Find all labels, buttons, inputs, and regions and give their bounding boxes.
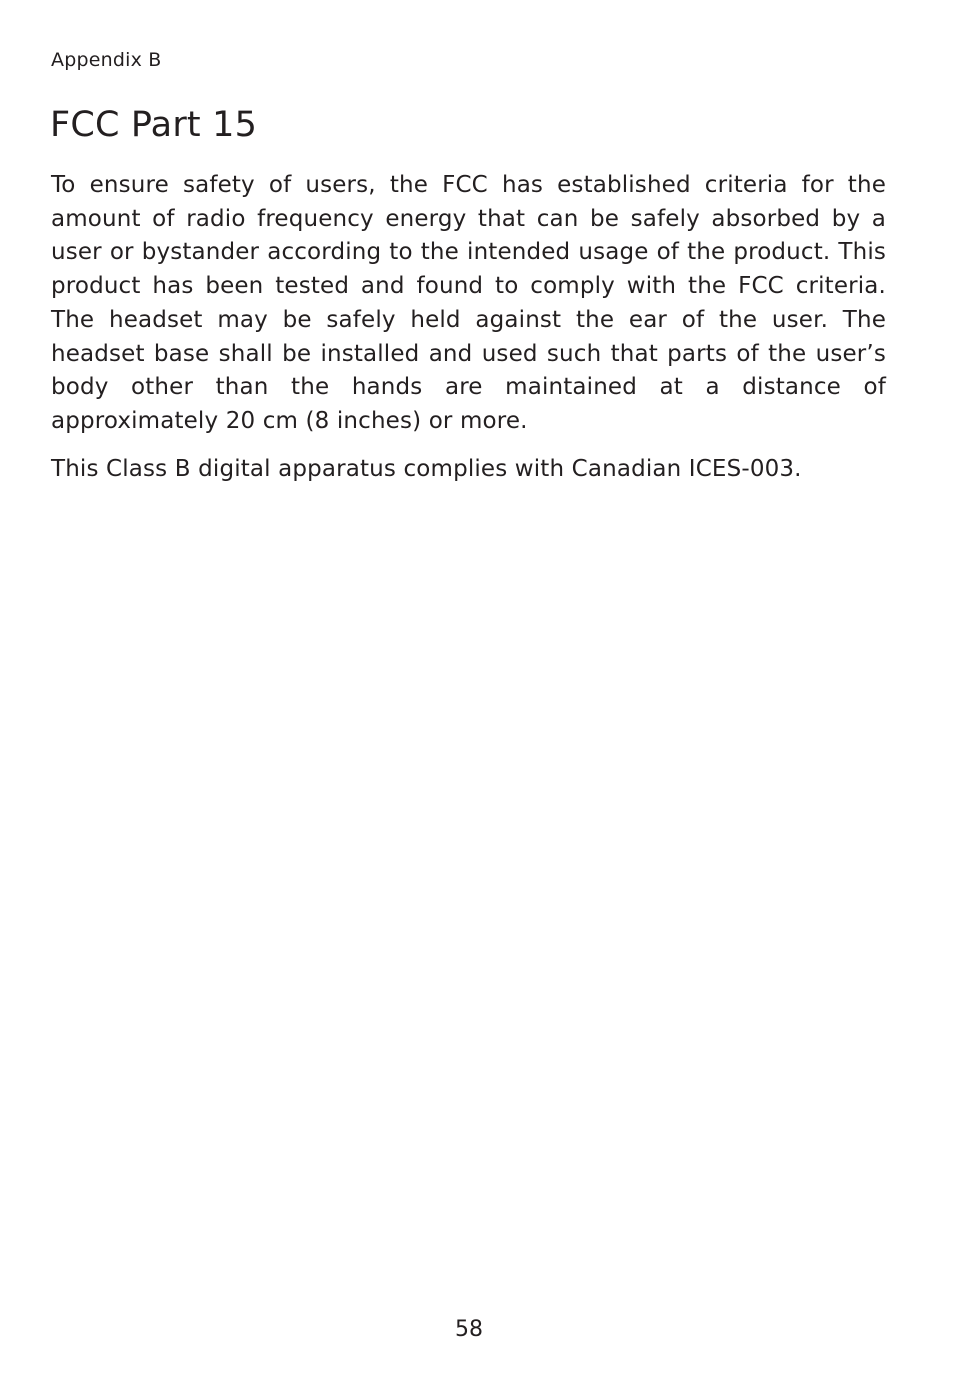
section-label: Appendix B — [51, 49, 162, 71]
ices-compliance-paragraph: This Class B digital apparatus complies with Canadian ICES-003. — [51, 456, 802, 482]
page-title: FCC Part 15 — [50, 105, 258, 145]
page-number: 58 — [455, 1317, 483, 1342]
fcc-safety-paragraph: To ensure safety of users, the FCC has established criteria for the amount of radio frequency energy that can be safely absorbed by a user or bystander according to the intended usage of the product. This product has been tested and found to comply with the FCC criteria. The headset may be safely held against the ear of the user. The headset base shall be installed and used such that parts of the user’s body other than the hands are maintained at a distance of approximately 20 cm (8 inches) or more. — [51, 172, 886, 434]
